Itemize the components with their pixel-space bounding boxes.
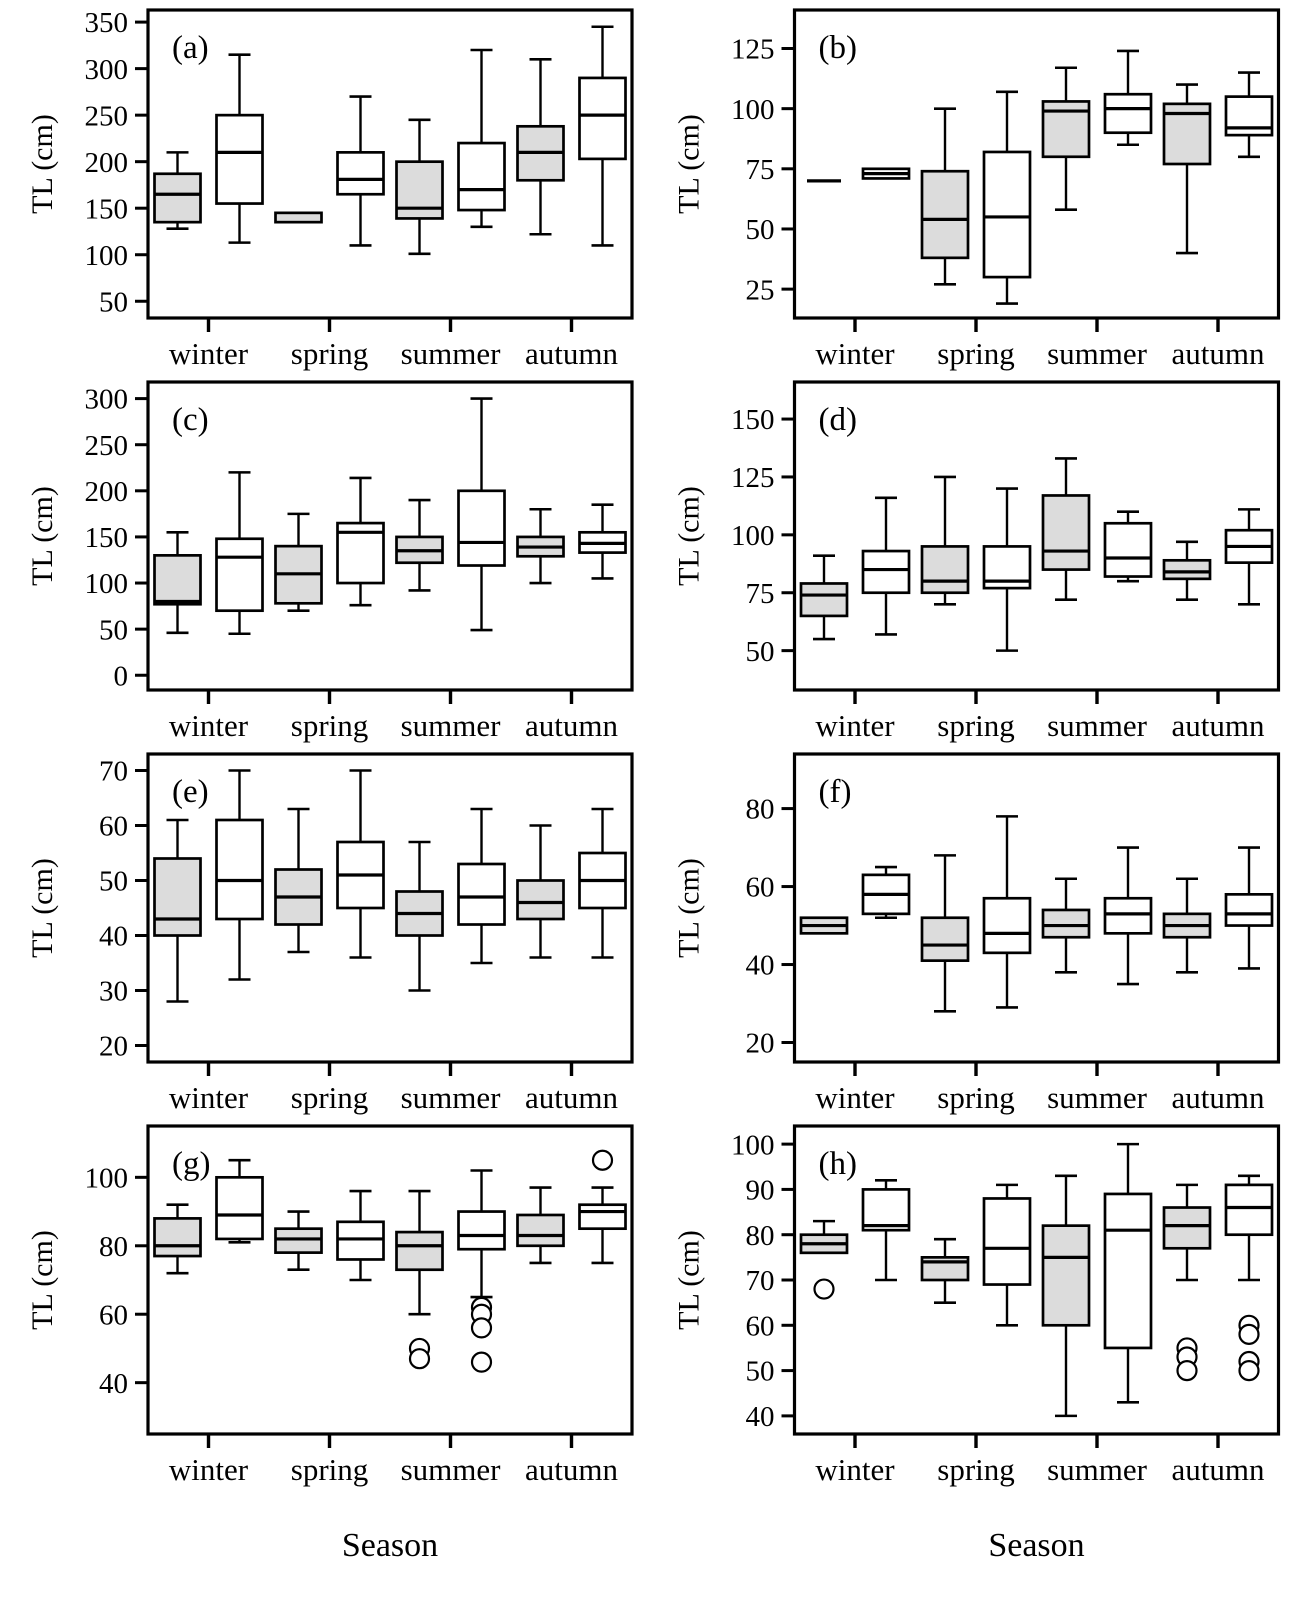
y-tick-label: 200 [84, 146, 128, 179]
y-tick-label: 60 [99, 810, 128, 843]
iqr-box [338, 1222, 384, 1260]
x-tick-label: spring [937, 1080, 1015, 1115]
iqr-box [1105, 523, 1151, 576]
panel-b-chart [646, 0, 1293, 372]
x-axis-title: Season [988, 1527, 1085, 1564]
panel-label: (a) [172, 30, 209, 66]
iqr-box [1226, 1185, 1272, 1235]
panel-label: (b) [818, 30, 857, 66]
x-tick-label: winter [815, 708, 895, 743]
y-tick-label: 50 [745, 214, 775, 247]
iqr-box [459, 1212, 505, 1250]
iqr-box [276, 1229, 322, 1253]
x-tick-label: spring [290, 1080, 369, 1115]
iqr-box [922, 546, 968, 592]
iqr-box [801, 583, 847, 615]
x-tick-label: winter [815, 336, 895, 371]
plot-frame [148, 1126, 632, 1434]
outlier-point [815, 1280, 834, 1299]
x-tick-label: spring [937, 1452, 1015, 1487]
panel-c-chart [0, 372, 646, 744]
x-tick-label: winter [168, 708, 249, 743]
plot-frame [795, 382, 1279, 690]
panel-d [646, 372, 1293, 744]
y-tick-label: 20 [99, 1030, 128, 1063]
iqr-box [580, 1205, 626, 1229]
outlier-point [410, 1349, 429, 1368]
y-axis-title: TL (cm) [26, 114, 59, 214]
iqr-box [984, 152, 1030, 277]
panel-b [646, 0, 1293, 372]
panel-a [0, 0, 646, 372]
y-axis-title: TL (cm) [672, 114, 706, 214]
y-tick-label: 100 [731, 1129, 775, 1162]
panel-label: (g) [172, 1146, 211, 1182]
outlier-point [1240, 1361, 1259, 1380]
panel-h [646, 1116, 1293, 1578]
y-axis-title: TL (cm) [26, 858, 59, 958]
y-tick-label: 80 [745, 793, 775, 826]
y-tick-label: 250 [84, 100, 128, 133]
outlier-point [472, 1318, 491, 1337]
y-tick-label: 300 [84, 383, 128, 416]
iqr-box [217, 820, 263, 919]
y-tick-label: 100 [731, 93, 775, 126]
iqr-box [518, 881, 564, 920]
panel-g [0, 1116, 646, 1578]
iqr-box [1105, 1194, 1151, 1348]
white-box-winter [863, 169, 909, 179]
iqr-box [155, 555, 201, 604]
y-tick-label: 80 [745, 1219, 775, 1252]
iqr-box [155, 1218, 201, 1256]
x-tick-label: autumn [1171, 1080, 1265, 1115]
x-tick-label: spring [290, 336, 369, 371]
x-tick-label: winter [815, 1452, 895, 1487]
x-tick-label: autumn [1171, 708, 1265, 743]
panel-label: (e) [172, 774, 209, 810]
x-axis-title: Season [341, 1527, 439, 1564]
x-tick-label: winter [168, 1452, 249, 1487]
x-tick-label: summer [1047, 1080, 1147, 1115]
y-tick-label: 100 [84, 1162, 128, 1195]
y-tick-label: 70 [99, 755, 128, 788]
y-tick-label: 100 [731, 519, 775, 552]
y-tick-label: 40 [99, 1367, 128, 1400]
iqr-box [863, 551, 909, 593]
y-tick-label: 125 [731, 462, 775, 495]
iqr-box [155, 859, 201, 936]
panel-g-chart [0, 1116, 646, 1578]
y-tick-label: 100 [84, 239, 128, 272]
y-tick-label: 70 [745, 1265, 775, 1298]
x-tick-label: summer [1047, 1452, 1147, 1487]
iqr-box [276, 213, 322, 222]
iqr-box [922, 918, 968, 961]
y-tick-label: 50 [745, 1355, 775, 1388]
x-tick-label: autumn [525, 708, 618, 743]
x-tick-label: autumn [525, 336, 618, 371]
y-axis-title: TL (cm) [672, 858, 706, 958]
iqr-box [1043, 1226, 1089, 1326]
y-tick-label: 250 [84, 429, 128, 462]
panel-a-chart [0, 0, 646, 372]
y-tick-label: 150 [84, 522, 128, 555]
y-tick-label: 60 [745, 871, 775, 904]
y-axis-title: TL (cm) [26, 486, 59, 586]
x-tick-label: winter [168, 336, 249, 371]
y-tick-label: 0 [113, 660, 128, 693]
y-axis-title: TL (cm) [672, 1230, 706, 1330]
x-tick-label: autumn [1171, 1452, 1265, 1487]
iqr-box [1043, 910, 1089, 937]
iqr-box [397, 1232, 443, 1270]
y-axis-title: TL (cm) [672, 486, 706, 586]
panel-d-chart [646, 372, 1293, 744]
x-tick-label: autumn [1171, 336, 1265, 371]
iqr-box [1226, 894, 1272, 925]
iqr-box [1105, 898, 1151, 933]
x-tick-label: summer [400, 336, 501, 371]
panel-label: (c) [172, 402, 209, 438]
iqr-box [922, 171, 968, 258]
y-tick-label: 60 [745, 1310, 775, 1343]
outlier-point [1178, 1361, 1197, 1380]
panel-e-chart [0, 744, 646, 1116]
y-tick-label: 50 [99, 614, 128, 647]
outlier-point [472, 1353, 491, 1372]
x-tick-label: spring [937, 708, 1015, 743]
iqr-box [217, 1177, 263, 1239]
x-tick-label: autumn [525, 1080, 618, 1115]
iqr-box [217, 115, 263, 203]
y-tick-label: 50 [99, 865, 128, 898]
y-tick-label: 20 [745, 1027, 775, 1060]
iqr-box [397, 162, 443, 219]
y-tick-label: 200 [84, 475, 128, 508]
white-box-winter [863, 867, 909, 918]
outlier-point [593, 1151, 612, 1170]
plot-frame [795, 1126, 1279, 1434]
x-tick-label: winter [815, 1080, 895, 1115]
y-tick-label: 350 [84, 7, 128, 40]
iqr-box [1164, 1208, 1210, 1249]
iqr-box [459, 864, 505, 925]
gray-box-spring [276, 213, 322, 222]
y-tick-label: 150 [84, 193, 128, 226]
iqr-box [984, 898, 1030, 953]
x-tick-label: spring [290, 1452, 369, 1487]
gray-box-winter [801, 918, 847, 934]
y-tick-label: 300 [84, 53, 128, 86]
y-tick-label: 90 [745, 1174, 775, 1207]
iqr-box [518, 1215, 564, 1246]
x-tick-label: spring [937, 336, 1015, 371]
outlier-point [1240, 1325, 1259, 1344]
panel-label: (d) [818, 402, 857, 438]
x-tick-label: winter [168, 1080, 249, 1115]
iqr-box [1105, 94, 1151, 133]
white-box-summer [1105, 512, 1151, 581]
y-tick-label: 150 [731, 404, 775, 437]
y-tick-label: 50 [745, 635, 775, 668]
x-tick-label: summer [1047, 336, 1147, 371]
iqr-box [1043, 495, 1089, 569]
y-axis-title: TL (cm) [26, 1230, 59, 1330]
panel-c [0, 372, 646, 744]
y-tick-label: 75 [745, 153, 775, 186]
panel-e [0, 744, 646, 1116]
y-tick-label: 50 [99, 286, 128, 319]
y-tick-label: 40 [99, 920, 128, 953]
panel-label: (h) [818, 1146, 857, 1182]
panel-f-chart [646, 744, 1293, 1116]
iqr-box [580, 78, 626, 159]
panel-f [646, 744, 1293, 1116]
y-tick-label: 80 [99, 1230, 128, 1263]
y-tick-label: 75 [745, 577, 775, 610]
iqr-box [217, 539, 263, 611]
x-tick-label: autumn [525, 1452, 618, 1487]
iqr-box [459, 143, 505, 210]
x-tick-label: summer [400, 1452, 501, 1487]
y-tick-label: 125 [731, 33, 775, 66]
x-tick-label: spring [290, 708, 369, 743]
y-tick-label: 25 [745, 274, 775, 307]
y-tick-label: 100 [84, 568, 128, 601]
y-tick-label: 40 [745, 949, 775, 982]
panel-h-chart [646, 1116, 1293, 1578]
iqr-box [459, 491, 505, 566]
iqr-box [338, 152, 384, 194]
y-tick-label: 40 [745, 1401, 775, 1434]
iqr-box [155, 174, 201, 222]
x-tick-label: summer [1047, 708, 1147, 743]
x-tick-label: summer [400, 708, 501, 743]
panel-label: (f) [818, 774, 852, 810]
y-tick-label: 60 [99, 1299, 128, 1332]
x-tick-label: summer [400, 1080, 501, 1115]
iqr-box [1164, 560, 1210, 579]
y-tick-label: 30 [99, 975, 128, 1008]
iqr-box [984, 1198, 1030, 1284]
